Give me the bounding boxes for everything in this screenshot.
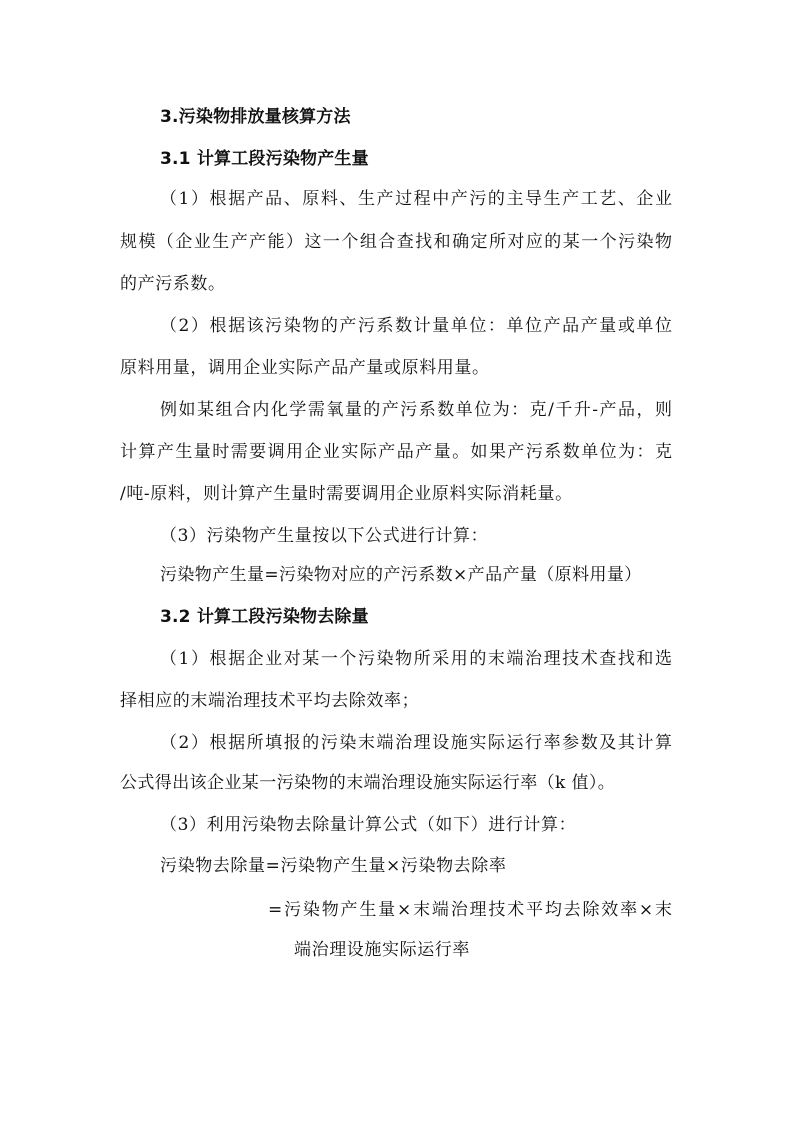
paragraph-3-1-1-line-1: （1）根据产品、原料、生产过程中产污的主导生产工艺、企业 xyxy=(160,189,672,209)
paragraph-3-2-2-line-2: 公式得出该企业某一污染物的末端治理设施实际运行率（k 值）。 xyxy=(120,773,616,793)
formula-removal-expansion-line-2: 端治理设施实际运行率 xyxy=(294,940,470,960)
section-3-title: 3.污染物排放量核算方法 xyxy=(160,107,351,127)
paragraph-3-1-3-line-2: 计算产生量时需要调用企业实际产品产量。如果产污系数单位为：克 xyxy=(120,442,672,462)
section-3-1-title: 3.1 计算工段污染物产生量 xyxy=(160,149,369,169)
formula-removal-expansion-line-1: =污染物产生量×末端治理技术平均去除效率×末 xyxy=(268,900,672,920)
paragraph-3-1-3-line-3: /吨-原料，则计算产生量时需要调用企业原料实际消耗量。 xyxy=(120,484,573,504)
section-3-2-title: 3.2 计算工段污染物去除量 xyxy=(160,607,369,627)
paragraph-3-1-2-line-2: 原料用量，调用企业实际产品产量或原料用量。 xyxy=(120,358,490,378)
formula-pollutant-generation: 污染物产生量=污染物对应的产污系数×产品产量（原料用量） xyxy=(160,565,642,585)
paragraph-3-1-1-line-3: 的产污系数。 xyxy=(120,274,226,294)
paragraph-3-2-1-line-2: 择相应的末端治理技术平均去除效率； xyxy=(120,691,420,711)
paragraph-3-2-1-line-1: （1）根据企业对某一个污染物所采用的末端治理技术查找和选 xyxy=(160,649,672,669)
formula-pollutant-removal: 污染物去除量=污染物产生量×污染物去除率 xyxy=(160,856,507,876)
paragraph-3-1-1-line-2: 规模（企业生产产能）这一个组合查找和确定所对应的某一个污染物 xyxy=(120,232,672,252)
paragraph-3-1-2-line-1: （2）根据该污染物的产污系数计量单位：单位产品产量或单位 xyxy=(160,316,672,336)
paragraph-3-2-3: （3）利用污染物去除量计算公式（如下）进行计算： xyxy=(160,815,577,835)
paragraph-3-1-4: （3）污染物产生量按以下公式进行计算： xyxy=(160,526,489,546)
paragraph-3-1-3-line-1: 例如某组合内化学需氧量的产污系数单位为：克/千升-产品，则 xyxy=(160,400,672,420)
paragraph-3-2-2-line-1: （2）根据所填报的污染末端治理设施实际运行率参数及其计算 xyxy=(160,733,672,753)
